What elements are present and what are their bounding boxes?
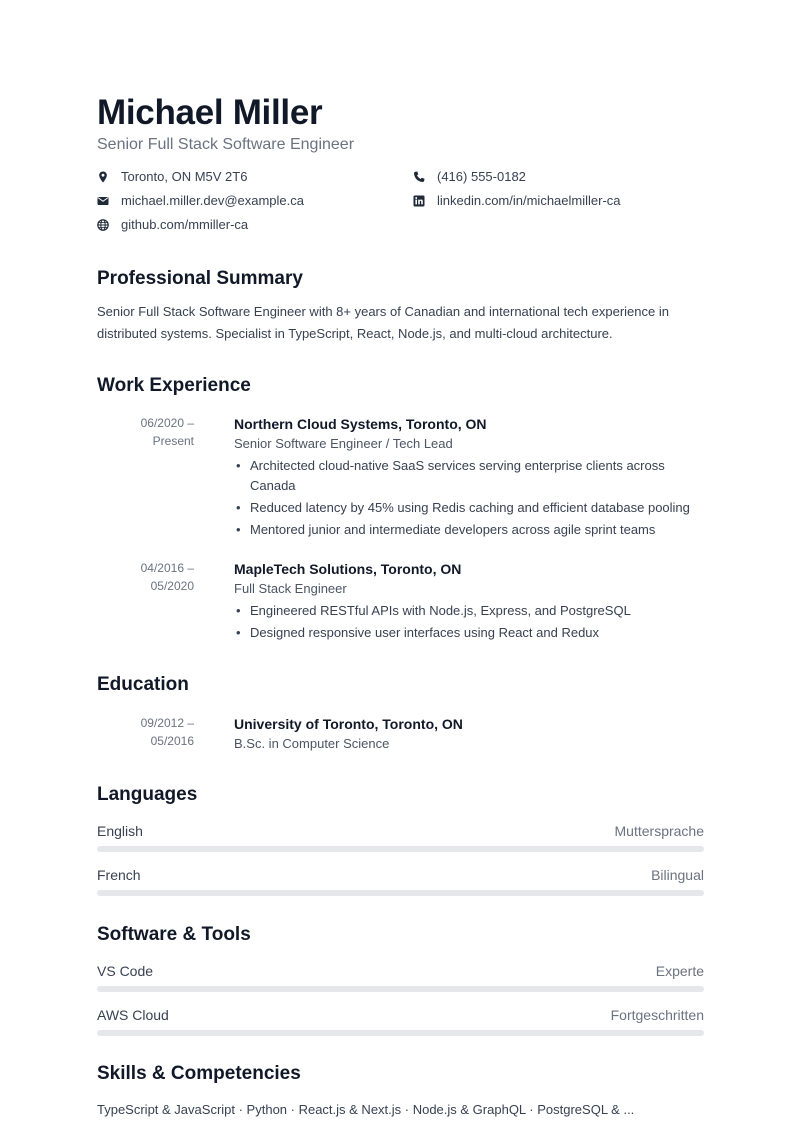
tool-level: Fortgeschritten xyxy=(610,1007,704,1023)
job-start-date: 04/2016 – xyxy=(140,561,194,575)
education-heading: Education xyxy=(97,674,189,695)
phone-text: (416) 555-0182 xyxy=(437,169,526,184)
job-start-date: 06/2020 – xyxy=(140,416,194,430)
candidate-name: Michael Miller xyxy=(97,93,323,132)
languages-heading: Languages xyxy=(97,784,198,805)
job-bullet: • Reduced latency by 45% using Redis caching and efficient database pooling xyxy=(234,498,704,518)
job-bullet: • Architected cloud-native SaaS services serving enterprise clients across Canada xyxy=(234,456,704,496)
job-dates xyxy=(97,414,194,542)
language-row xyxy=(97,865,704,896)
tool-name: VS Code xyxy=(97,963,154,979)
language-level-bar xyxy=(97,890,704,896)
skills-text: TypeScript & JavaScript · Python · React.js & Next.js · Node.js & GraphQL · PostgreSQL & ... xyxy=(97,1102,635,1117)
language-level-bar xyxy=(97,846,704,852)
email-text: michael.miller.dev@example.ca xyxy=(121,193,304,208)
education-degree: B.Sc. in Computer Science xyxy=(234,736,390,751)
job-entry xyxy=(97,414,704,542)
language-name: English xyxy=(97,823,143,839)
language-row xyxy=(97,821,704,852)
job-end-date: Present xyxy=(152,434,194,448)
job-dates xyxy=(97,559,194,645)
job-body xyxy=(234,414,704,542)
job-bullet: • Designed responsive user interfaces using React and Redux xyxy=(234,623,704,643)
summary-heading: Professional Summary xyxy=(97,268,303,289)
job-body xyxy=(234,559,704,645)
contact-location xyxy=(97,168,413,186)
tools-heading: Software & Tools xyxy=(97,924,251,945)
job-entry xyxy=(97,559,704,645)
experience-heading: Work Experience xyxy=(97,375,251,396)
phone-icon xyxy=(413,171,425,183)
education-start-date: 09/2012 – xyxy=(140,716,194,730)
job-role: Senior Software Engineer / Tech Lead xyxy=(234,436,453,451)
skills-heading: Skills & Competencies xyxy=(97,1063,301,1084)
job-bullet: • Mentored junior and intermediate developers across agile sprint teams xyxy=(234,520,704,540)
education-dates xyxy=(97,714,194,754)
job-end-date: 05/2020 xyxy=(150,579,194,593)
job-role: Full Stack Engineer xyxy=(234,581,347,596)
globe-icon xyxy=(97,219,109,231)
tool-level: Experte xyxy=(655,963,704,979)
summary-text: Senior Full Stack Software Engineer with 8+ years of Canadian and international tech experience in distributed systems. Specialist in TypeScript, React, Node.js, and multi-cloud architecture. xyxy=(97,304,669,341)
contact-linkedin xyxy=(413,192,704,210)
contact-details xyxy=(97,168,704,234)
linkedin-icon xyxy=(413,195,425,207)
tool-row xyxy=(97,1005,704,1036)
tool-level-bar xyxy=(97,986,704,992)
job-company: MapleTech Solutions, Toronto, ON xyxy=(234,561,462,577)
linkedin-text: linkedin.com/in/michaelmiller-ca xyxy=(437,193,621,208)
education-body xyxy=(234,714,704,754)
contact-phone xyxy=(413,168,704,186)
contact-email xyxy=(97,192,413,210)
language-level: Muttersprache xyxy=(614,823,704,839)
job-bullets xyxy=(234,456,704,540)
location-text: Toronto, ON M5V 2T6 xyxy=(121,169,248,184)
job-bullet: • Engineered RESTful APIs with Node.js, Express, and PostgreSQL xyxy=(234,601,704,621)
education-end-date: 05/2016 xyxy=(150,734,194,748)
map-pin-icon xyxy=(97,171,109,183)
job-bullets xyxy=(234,601,704,643)
github-text: github.com/mmiller-ca xyxy=(121,217,249,232)
tool-name: AWS Cloud xyxy=(97,1007,169,1023)
tool-level-bar xyxy=(97,1030,704,1036)
language-level: Bilingual xyxy=(651,867,704,883)
education-entry xyxy=(97,714,704,754)
envelope-icon xyxy=(97,195,109,207)
job-company: Northern Cloud Systems, Toronto, ON xyxy=(234,416,487,432)
language-name: French xyxy=(97,867,141,883)
resume-content xyxy=(97,92,704,1120)
education-school: University of Toronto, Toronto, ON xyxy=(234,716,463,732)
contact-github xyxy=(97,216,413,234)
candidate-title: Senior Full Stack Software Engineer xyxy=(97,136,355,153)
tool-row xyxy=(97,961,704,992)
